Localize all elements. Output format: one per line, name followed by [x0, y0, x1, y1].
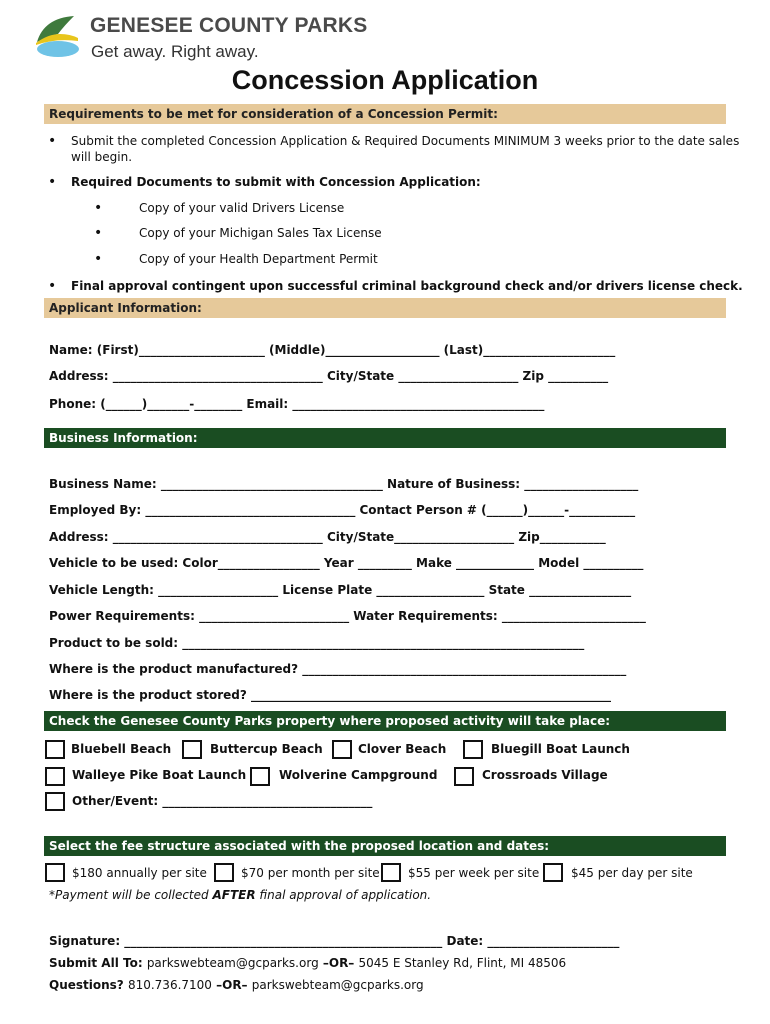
questions-or: –OR– [211, 978, 252, 992]
requirements-heading: Requirements to be met for consideration of a Concession Permit: [44, 104, 726, 124]
bullet-icon: • [48, 174, 57, 190]
applicant-name-field[interactable]: Name: (First)_____________________ (Middle)___________________ (Last)______________________ [49, 343, 616, 357]
bullet-icon: • [94, 251, 103, 267]
employed-by-field[interactable]: Employed By: ___________________________________ Contact Person # (______)______-___________ [49, 503, 636, 517]
option-label: Crossroads Village [482, 768, 608, 782]
checkbox-bluegill-boat-launch[interactable] [463, 740, 483, 759]
submit-line [49, 956, 566, 970]
checkbox-other-event[interactable] [45, 792, 65, 811]
option-label: Buttercup Beach [210, 742, 323, 756]
product-sold-field[interactable]: Product to be sold: ___________________________________________________________________ [49, 636, 585, 650]
signature-date-field[interactable]: Signature: _____________________________________________________ Date: ______________________ [49, 934, 620, 948]
payment-note-suffix: final approval of application. [255, 888, 432, 902]
applicant-phone-email-field[interactable]: Phone: (______)_______-________ Email: __________________________________________ [49, 397, 545, 411]
requirement-final-approval: Final approval contingent upon successful criminal background check and/or drivers license check. [71, 279, 743, 293]
option-label: Wolverine Campground [279, 768, 438, 782]
questions-line [49, 978, 424, 992]
required-doc-item: Copy of your valid Drivers License [139, 201, 345, 215]
fees-heading: Select the fee structure associated with the proposed location and dates: [44, 836, 726, 856]
fee-label: $70 per month per site [241, 866, 380, 880]
product-manufactured-field[interactable]: Where is the product manufactured? ______________________________________________________ [49, 662, 627, 676]
tagline: Get away. Right away. [91, 42, 259, 61]
fee-label: $180 annually per site [72, 866, 207, 880]
vehicle-field[interactable]: Vehicle to be used: Color_________________ Year _________ Make _____________ Model __________ [49, 556, 644, 570]
requirements-field[interactable]: Power Requirements: _________________________ Water Requirements: ________________________ [49, 609, 646, 623]
option-label: Bluebell Beach [71, 742, 172, 756]
questions-email-link[interactable]: parkswebteam@gcparks.org [251, 978, 424, 992]
submit-email-link[interactable]: parkswebteam@gcparks.org [146, 956, 319, 970]
fee-label: $55 per week per site [408, 866, 540, 880]
genesee-parks-logo-icon [34, 12, 80, 58]
bullet-icon: • [94, 200, 103, 216]
questions-label: Questions? [49, 978, 128, 992]
other-event-field[interactable]: Other/Event: ___________________________________ [72, 794, 373, 808]
payment-note-prefix: *Payment will be collected [49, 888, 213, 902]
payment-note [49, 888, 431, 902]
checkbox-clover-beach[interactable] [332, 740, 352, 759]
product-stored-field[interactable]: Where is the product stored? ____________________________________________________________ [49, 688, 612, 702]
fee-label: $45 per day per site [571, 866, 693, 880]
business-address-field[interactable]: Address: ___________________________________ City/State____________________ Zip___________ [49, 530, 606, 544]
page-title: Concession Application [231, 65, 539, 95]
submit-label: Submit All To: [49, 956, 147, 970]
checkbox-walleye-pike-boat-launch[interactable] [45, 767, 65, 786]
business-name-field[interactable]: Business Name: _____________________________________ Nature of Business: ___________________ [49, 477, 639, 491]
option-label: Bluegill Boat Launch [491, 742, 630, 756]
bullet-icon: • [48, 278, 57, 294]
checkbox-wolverine-campground[interactable] [250, 767, 270, 786]
required-doc-item: Copy of your Health Department Permit [139, 252, 378, 266]
option-label: Clover Beach [358, 742, 447, 756]
checkbox-fee-annual[interactable] [45, 863, 65, 882]
checkbox-crossroads-village[interactable] [454, 767, 474, 786]
applicant-heading: Applicant Information: [44, 298, 726, 318]
vehicle-length-field[interactable]: Vehicle Length: ____________________ License Plate __________________ State _________________ [49, 583, 632, 597]
checkbox-bluebell-beach[interactable] [45, 740, 65, 759]
option-label: Walleye Pike Boat Launch [72, 768, 247, 782]
requirement-submit-line1: Submit the completed Concession Application & Required Documents MINIMUM 3 weeks prior to the date sales [71, 134, 740, 148]
requirement-documents: Required Documents to submit with Concession Application: [71, 175, 481, 189]
questions-phone[interactable]: 810.736.7100 [127, 978, 212, 992]
organization-name: GENESEE COUNTY PARKS [90, 14, 368, 37]
requirement-submit-line2: will begin. [71, 150, 133, 164]
checkbox-fee-day[interactable] [543, 863, 563, 882]
payment-note-emphasis: AFTER [212, 888, 256, 902]
checkbox-fee-week[interactable] [381, 863, 401, 882]
submit-address: 5045 E Stanley Rd, Flint, MI 48506 [358, 956, 567, 970]
property-heading: Check the Genesee County Parks property where proposed activity will take place: [44, 711, 726, 731]
submit-or: –OR– [318, 956, 359, 970]
bullet-icon: • [94, 225, 103, 241]
applicant-address-field[interactable]: Address: ___________________________________ City/State ____________________ Zip __________ [49, 369, 609, 383]
required-doc-item: Copy of your Michigan Sales Tax License [139, 226, 382, 240]
bullet-icon: • [48, 133, 57, 149]
checkbox-fee-month[interactable] [214, 863, 234, 882]
business-heading: Business Information: [44, 428, 726, 448]
checkbox-buttercup-beach[interactable] [182, 740, 202, 759]
